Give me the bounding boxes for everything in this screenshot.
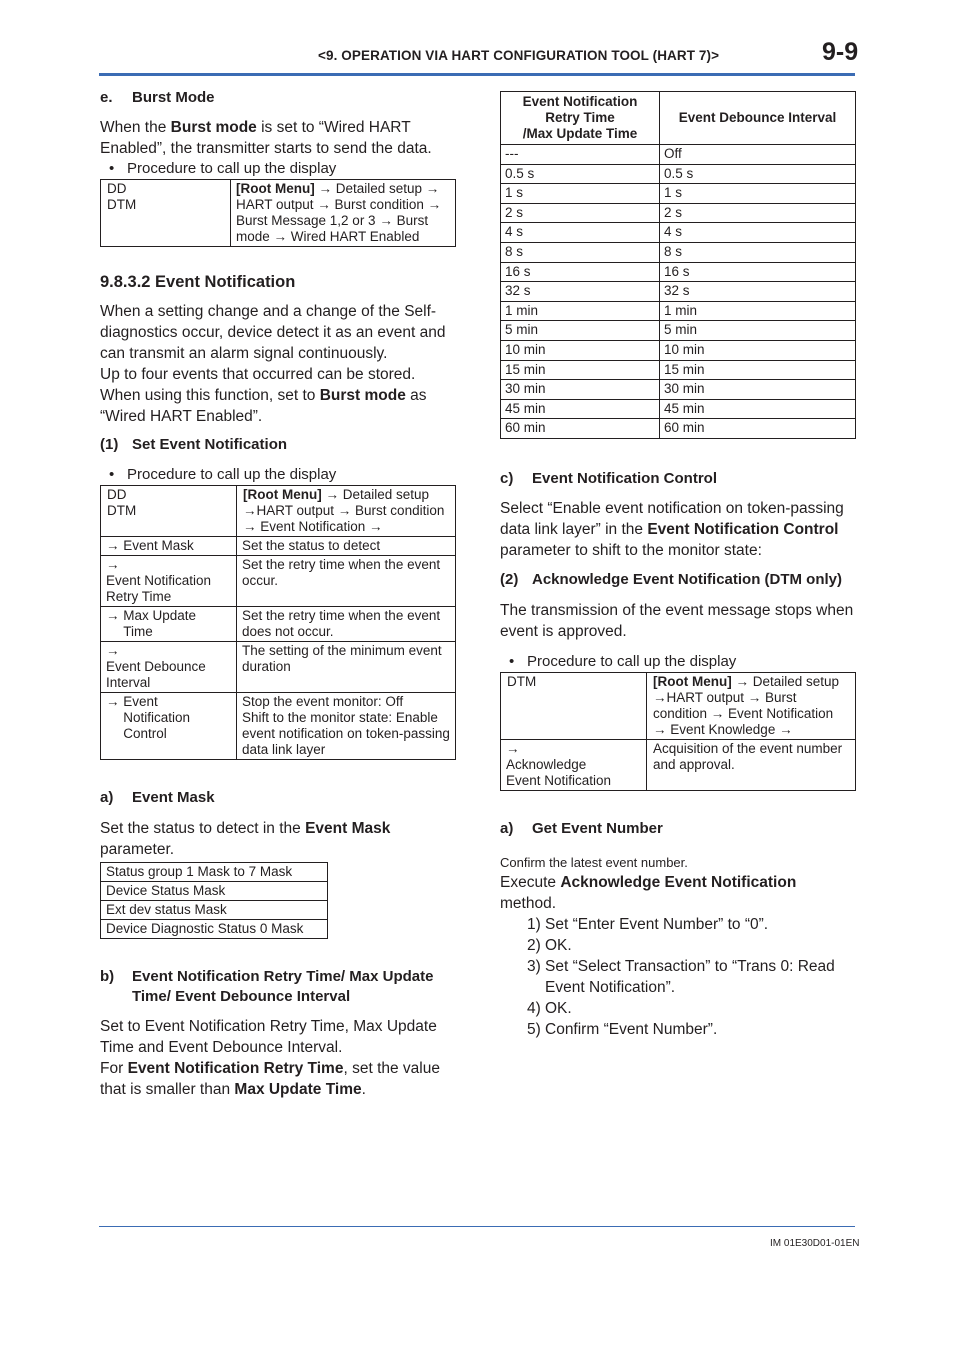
debounce-cell: 16 s [660, 262, 856, 282]
tool-label: DD [107, 487, 127, 502]
left-column [100, 88, 456, 1100]
set-event-bullet: • Procedure to call up the display [109, 466, 337, 483]
event-mask-table [100, 862, 328, 939]
debounce-cell: 1 min [660, 301, 856, 321]
retry-time-cell: 45 min [501, 399, 660, 419]
acknowledge-paragraph: The transmission of the event message stops when event is approved. [500, 601, 854, 640]
table-row [501, 203, 856, 223]
debounce-cell: 32 s [660, 282, 856, 302]
list-item: 4) OK. [527, 999, 572, 1017]
tool-label: DTM [501, 672, 647, 739]
table-row [501, 321, 856, 341]
retry-time-cell: 32 s [501, 282, 660, 302]
burst-mode-paragraph: When the Burst mode is set to “Wired HART Enabled”, the transmitter starts to send the data. [100, 119, 432, 157]
get-event-heading: a) Get Event Number [500, 819, 663, 837]
retry-time-cell: 16 s [501, 262, 660, 282]
event-notification-heading: 9.8.3.2 Event Notification [100, 273, 296, 291]
table-row [501, 242, 856, 262]
burst-mode-heading: e. Burst Mode [100, 89, 215, 106]
table-row: Device Status Mask [101, 882, 328, 901]
debounce-cell: 60 min [660, 419, 856, 439]
debounce-cell: 30 min [660, 380, 856, 400]
table-row: Ext dev status Mask [101, 901, 328, 920]
burst-mode-bullet: • Procedure to call up the display [109, 160, 337, 177]
table-row [501, 380, 856, 400]
page-number: 9-9 [822, 38, 859, 66]
set-event-procedure-table [100, 485, 456, 760]
table-row [501, 223, 856, 243]
list-item: 5) Confirm “Event Number”. [527, 1020, 718, 1038]
event-mask-heading: a) Event Mask [100, 789, 215, 806]
acknowledge-procedure-table [500, 672, 856, 791]
retry-time-cell: 15 min [501, 360, 660, 380]
menu-path: [Root Menu] → Detailed setup → HART output → Burst condition → Burst Message 1,2 or 3 → Burst mode → Wired HART Enabled [231, 180, 456, 247]
table-row: Device Diagnostic Status 0 Mask [101, 920, 328, 939]
table-row [501, 360, 856, 380]
interval-table [500, 91, 856, 439]
notification-control-heading: c) Event Notification Control [500, 469, 717, 487]
table-row: Status group 1 Mask to 7 Mask [101, 863, 328, 882]
debounce-cell: 2 s [660, 203, 856, 223]
debounce-cell: 45 min [660, 399, 856, 419]
list-item: 3) Set “Select Transaction” to “Trans 0: Read Event Notification”. [527, 957, 835, 996]
debounce-cell: Off [660, 145, 856, 165]
set-event-heading: (1) Set Event Notification [100, 436, 288, 453]
tool-label: DTM [107, 197, 137, 212]
table-row [501, 164, 856, 184]
running-header: <9. OPERATION VIA HART CONFIGURATION TOOL (HART 7)> [318, 48, 720, 63]
table-row [501, 282, 856, 302]
retry-time-cell: 1 min [501, 301, 660, 321]
get-event-paragraph: Execute Acknowledge Event Notification method. [500, 873, 797, 912]
footer-divider [99, 1226, 855, 1227]
debounce-cell: 8 s [660, 242, 856, 262]
retry-time-paragraph: Set to Event Notification Retry Time, Max Update Time and Event Debounce Interval. For Event Notification Retry Time, set the value that is smaller than Max Update Time. [100, 1018, 440, 1098]
table-row [501, 145, 856, 165]
retry-time-cell: 8 s [501, 242, 660, 262]
notification-control-paragraph: Select “Enable event notification on token-passing data link layer” in the Event Notification Control parameter to shift to the monitor state: [500, 499, 844, 559]
debounce-cell: 10 min [660, 340, 856, 360]
burst-mode-procedure-table [100, 179, 456, 247]
table-row: → Max Update Time Set the retry time when the event does not occur. [101, 607, 456, 642]
menu-path: [Root Menu] → Detailed setup →HART output → Burst condition → Event Notification → [237, 486, 456, 537]
debounce-cell: 0.5 s [660, 164, 856, 184]
retry-time-cell: 1 s [501, 184, 660, 204]
retry-time-cell: 4 s [501, 223, 660, 243]
debounce-cell: 15 min [660, 360, 856, 380]
get-event-steps [500, 914, 856, 1040]
table-row: → Acknowledge Event Notification Acquisition of the event number and approval. [501, 739, 856, 790]
retry-time-cell: 60 min [501, 419, 660, 439]
acknowledge-heading: (2) Acknowledge Event Notification (DTM only) [500, 570, 843, 588]
document-number: IM 01E30D01-01EN [770, 1238, 860, 1249]
table-row [501, 301, 856, 321]
table-row: → Event Notification Retry Time Set the retry time when the event occur. [101, 556, 456, 607]
menu-path: [Root Menu] → Detailed setup →HART output → Burst condition → Event Notification → Event Knowledge → [647, 672, 856, 739]
debounce-cell: 4 s [660, 223, 856, 243]
debounce-cell: 5 min [660, 321, 856, 341]
list-item: 1) Set “Enter Event Number” to “0”. [527, 915, 769, 933]
table-row [501, 262, 856, 282]
tool-label: DTM [107, 503, 137, 518]
table-row: → Event Mask Set the status to detect [101, 537, 456, 556]
interval-table-header: Event Notification Retry Time /Max Update Time [501, 92, 660, 145]
tool-label: DD [107, 181, 127, 196]
table-row [501, 419, 856, 439]
retry-time-cell: 30 min [501, 380, 660, 400]
table-row [501, 184, 856, 204]
debounce-cell: 1 s [660, 184, 856, 204]
right-column [500, 91, 856, 1040]
event-notification-paragraph: When a setting change and a change of the Self-diagnostics occur, device detect it as an event and can transmit an alarm signal continuously. Up to four events that occurred can be stored. When using this function, set to Burst mode as “Wired HART Enabled”. [100, 303, 446, 425]
table-row [501, 399, 856, 419]
retry-time-cell: --- [501, 145, 660, 165]
header-divider [99, 73, 855, 76]
acknowledge-bullet: • Procedure to call up the display [509, 652, 737, 670]
table-row: → Event Debounce Interval The setting of the minimum event duration [101, 642, 456, 693]
interval-table-header: Event Debounce Interval [660, 92, 856, 145]
retry-time-cell: 0.5 s [501, 164, 660, 184]
retry-time-cell: 2 s [501, 203, 660, 223]
table-row [501, 340, 856, 360]
retry-time-cell: 5 min [501, 321, 660, 341]
table-row: → Event Notification Control Stop the event monitor: Off Shift to the monitor state: Enable event notification on token-passing data link layer [101, 693, 456, 760]
event-mask-paragraph: Set the status to detect in the Event Mask parameter. [100, 820, 391, 858]
get-event-note: Confirm the latest event number. [500, 854, 688, 870]
retry-time-cell: 10 min [501, 340, 660, 360]
retry-time-heading: b) Event Notification Retry Time/ Max Update Time/ Event Debounce Interval [100, 968, 434, 1005]
list-item: 2) OK. [527, 936, 572, 954]
